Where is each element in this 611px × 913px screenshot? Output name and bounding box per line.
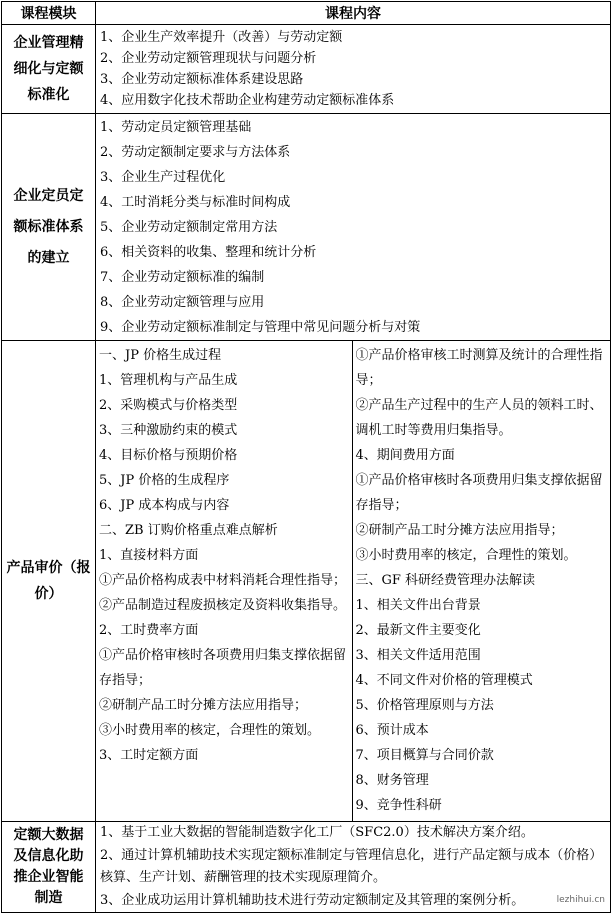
- module-cell: [2, 114, 96, 341]
- list-item: 3、企业生产过程优化: [100, 170, 226, 185]
- module-cell: [2, 822, 96, 913]
- list-item: 5、价格管理原则与方法: [355, 698, 494, 713]
- list-item: ①产品价格构成表中材料消耗合理性指导；: [99, 573, 347, 588]
- list-item: 6、JP 成本构成与内容: [99, 498, 230, 513]
- list-item: 2、劳动定额制定要求与方法体系: [100, 145, 291, 160]
- list-item: 8、企业劳动定额管理与应用: [100, 295, 265, 310]
- list-item: 2、企业劳动定额管理现状与问题分析: [100, 51, 317, 66]
- two-column-content: [96, 341, 611, 821]
- module-line: 额标准体系: [13, 218, 84, 235]
- list-item: 1、企业生产效率提升（改善）与劳动定额: [100, 30, 343, 45]
- module-line: 推企业智能: [13, 869, 84, 885]
- list-item: 4、期间费用方面: [355, 448, 455, 463]
- module-line: 企业管理精: [13, 35, 84, 51]
- list-item: ②研制产品工时分摊方法应用指导；: [99, 698, 308, 713]
- list-item: 6、相关资料的收集、整理和统计分析: [100, 245, 317, 260]
- list-item: 7、企业劳动定额标准的编制: [100, 270, 265, 285]
- list-item: ②产品制造过程废损核定及资料收集指导。: [99, 598, 347, 613]
- list-item: ③小时费用率的核定，合理性的策划。: [99, 723, 321, 738]
- list-item: 1、直接材料方面: [99, 548, 199, 563]
- header-row: [2, 2, 611, 25]
- list-item: 3、三种激励约束的模式: [99, 423, 238, 438]
- list-item: 7、项目概算与合同价款: [355, 748, 494, 763]
- list-item: ①产品价格审核时各项费用归集支撑依据留存指导；: [99, 648, 347, 688]
- list-item: 3、企业成功运用计算机辅助技术进行劳动定额制定及其管理的案例分析。: [100, 892, 525, 908]
- header-content: 课程内容: [96, 2, 611, 25]
- module-line: 及信息化助: [13, 848, 84, 864]
- module-line: 细化与定额: [13, 61, 84, 77]
- module-cell: [2, 341, 96, 822]
- list-item: 4、目标价格与预期价格: [99, 448, 238, 463]
- right-column: [352, 341, 611, 821]
- list-item: 4、工时消耗分类与标准时间构成: [100, 195, 291, 210]
- module-line: 价）: [34, 586, 63, 602]
- module-line: 企业定员定: [13, 187, 84, 204]
- list-item: 1、基于工业大数据的智能制造数字化工厂（SFC2.0）技术解决方案介绍。: [100, 825, 534, 840]
- list-item: 一、JP 价格生成过程: [99, 348, 222, 363]
- list-item: 4、应用数字化技术帮助企业构建劳动定额标准体系: [100, 93, 395, 108]
- list-item: 2、工时费率方面: [99, 623, 199, 638]
- list-item: 3、相关文件适用范围: [355, 648, 481, 663]
- list-item: 1、相关文件出台背景: [355, 598, 481, 613]
- list-item: 3、企业劳动定额标准体系建设思路: [100, 72, 304, 87]
- list-item: ①产品价格审核工时测算及统计的合理性指导；: [355, 348, 603, 388]
- module-line: 的建立: [27, 249, 70, 266]
- list-item: 1、劳动定员定额管理基础: [100, 120, 252, 135]
- list-item: 3、工时定额方面: [99, 748, 199, 763]
- section-row: [2, 341, 611, 822]
- content-cell: [96, 114, 611, 341]
- list-item: ③小时费用率的核定，合理性的策划。: [355, 548, 577, 563]
- list-item: 2、采购模式与价格类型: [99, 398, 238, 413]
- module-line: 产品审价（报: [6, 560, 91, 576]
- content-cell: [96, 822, 611, 913]
- list-item: 5、JP 价格的生成程序: [99, 473, 230, 488]
- list-item: 9、竞争性科研: [355, 798, 442, 813]
- list-item: ②研制产品工时分摊方法应用指导；: [355, 523, 564, 538]
- list-item: 8、财务管理: [355, 773, 429, 788]
- header-module: 课程模块: [2, 2, 96, 25]
- list-item: 三、GF 科研经费管理办法解读: [355, 573, 536, 588]
- list-item: 5、企业劳动定额制定常用方法: [100, 220, 278, 235]
- watermark: lezhihui.cn: [556, 895, 605, 905]
- module-cell: [2, 25, 96, 114]
- section-row: [2, 114, 611, 341]
- list-item: ②产品生产过程中的生产人员的领料工时、调机工时等费用归集指导。: [355, 398, 603, 438]
- course-table: [1, 1, 611, 913]
- module-line: 制造: [34, 890, 63, 906]
- list-item: 9、企业劳动定额标准制定与管理中常见问题分析与对策: [100, 320, 421, 335]
- module-line: 标准化: [27, 87, 70, 103]
- section-row: [2, 25, 611, 114]
- content-cell: [96, 25, 611, 114]
- list-item: 1、管理机构与产品生成: [99, 373, 238, 388]
- list-item: 4、不同文件对价格的管理模式: [355, 673, 533, 688]
- list-item: ①产品价格审核时各项费用归集支撑依据留存指导；: [355, 473, 603, 513]
- list-item: 2、最新文件主要变化: [355, 623, 481, 638]
- list-item: 二、ZB 订购价格重点难点解析: [99, 523, 278, 538]
- left-column: [96, 341, 352, 821]
- module-line: 定额大数据: [13, 827, 84, 843]
- list-item: 6、预计成本: [355, 723, 429, 738]
- section-row: [2, 822, 611, 913]
- content-cell: [96, 341, 611, 822]
- list-item: 2、通过计算机辅助技术实现定额标准制定与管理信息化，进行产品定额与成本（价格）核算、生产计划、薪酬管理的技术实现原理简介。: [100, 847, 603, 885]
